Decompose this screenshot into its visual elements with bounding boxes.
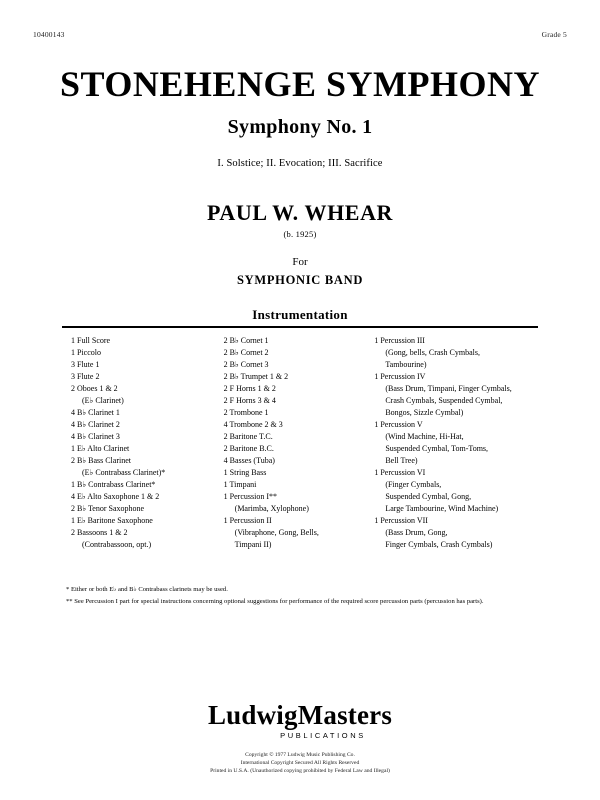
instrumentation-item: 2 B♭ Cornet 2 (223, 348, 269, 357)
instrumentation-item: 1 Percussion II (223, 516, 272, 525)
instrumentation-item: 4 Trombone 2 & 3 (223, 420, 283, 429)
copyright-line-3: Printed in U.S.A. (Unauthorized copying prohibited by Federal Law and Illegal) (210, 768, 390, 775)
composer-dates: (b. 1925) (283, 228, 317, 239)
publisher-logo (0, 700, 600, 731)
instrumentation-item: 2 F Horns 1 & 2 (223, 384, 276, 393)
instrumentation-item: (Bass Drum, Gong, (385, 528, 448, 537)
instrumentation-item: 1 Percussion VI (374, 468, 426, 477)
instrumentation-item: (Finger Cymbals, (385, 480, 442, 489)
instrumentation-item: (Marimba, Xylophone) (234, 504, 309, 513)
instrumentation-item: (Contrabassoon, opt.) (82, 540, 152, 549)
title-block (0, 66, 600, 288)
instrumentation-item: (Bass Drum, Timpani, Finger Cymbals, (385, 384, 512, 393)
instrumentation-item: Bongos, Sizzle Cymbal) (385, 408, 464, 417)
instrumentation-item: 2 B♭ Trumpet 1 & 2 (223, 372, 289, 381)
instrumentation-item: Bell Tree) (385, 456, 418, 465)
instrumentation-item: 4 B♭ Clarinet 1 (71, 408, 120, 417)
movement-list: I. Solstice; II. Evocation; III. Sacrifice (217, 157, 383, 169)
instrumentation-column-1 (62, 335, 216, 551)
instrumentation-item: Timpani II) (234, 540, 272, 549)
instrumentation-item: (Vibraphone, Gong, Bells, (234, 528, 319, 537)
publisher-name-primary: Ludwig (207, 700, 298, 730)
footnote-single-asterisk: * Either or both E♭ and B♭ Contrabass clarinets may be used. (66, 586, 228, 593)
instrumentation-item: 1 E♭ Alto Clarinet (71, 444, 130, 453)
publisher-sublabel: PUBLICATIONS (280, 731, 366, 740)
instrumentation-item: Suspended Cymbal, Gong, (385, 492, 472, 501)
instrumentation-heading: Instrumentation (252, 307, 348, 322)
page-header (33, 30, 567, 39)
instrumentation-item: 1 Timpani (223, 480, 257, 489)
instrumentation-section (62, 307, 538, 551)
instrumentation-item: 1 Percussion VII (374, 516, 428, 525)
instrumentation-item: Tambourine) (385, 360, 427, 369)
instrumentation-item: 2 B♭ Cornet 3 (223, 360, 269, 369)
instrumentation-item: 1 E♭ Baritone Saxophone (71, 516, 153, 525)
instrumentation-item: 1 Percussion V (374, 420, 423, 429)
instrumentation-item: 4 B♭ Clarinet 2 (71, 420, 120, 429)
composer-name: PAUL W. WHEAR (206, 199, 394, 225)
instrumentation-item: 2 B♭ Tenor Saxophone (71, 504, 145, 513)
instrumentation-item: 1 Full Score (71, 336, 111, 345)
instrumentation-item: 2 Baritone T.C. (223, 432, 273, 441)
instrumentation-item: 4 Basses (Tuba) (223, 456, 275, 465)
work-subtitle: Symphony No. 1 (227, 115, 373, 138)
footnote-double-asterisk: ** See Percussion I part for special instructions concerning optional suggestions for performance of the required score percussion parts (percussion has parts). (66, 598, 484, 606)
instrumentation-item: Large Tambourine, Wind Machine) (385, 504, 499, 513)
grade-level: Grade 5 (541, 30, 567, 39)
for-label: For (292, 255, 308, 268)
instrumentation-item: 1 Percussion IV (374, 372, 426, 381)
instrumentation-item: Finger Cymbals, Crash Cymbals) (385, 540, 493, 549)
instrumentation-item: 2 Bassoons 1 & 2 (71, 528, 128, 537)
copyright-line-2: International Copyright Secured All Rights Reserved (240, 760, 360, 767)
instrumentation-column-2 (216, 335, 369, 551)
copyright-notice (0, 751, 600, 775)
instrumentation-item: 1 Percussion III (374, 336, 425, 345)
instrumentation-item: (E♭ Clarinet) (82, 396, 124, 405)
page-title: STONEHENGE SYMPHONY (60, 64, 540, 104)
instrumentation-item: (E♭ Contrabass Clarinet)* (82, 468, 166, 477)
instrumentation-item: 1 Piccolo (71, 348, 101, 357)
footnotes (66, 586, 536, 611)
ensemble-name: SYMPHONIC BAND (236, 272, 364, 287)
instrumentation-item: Crash Cymbals, Suspended Cymbal, (385, 396, 503, 405)
instrumentation-item: (Gong, bells, Crash Cymbals, (385, 348, 480, 357)
instrumentation-item: 2 B♭ Cornet 1 (223, 336, 269, 345)
instrumentation-item: 2 Trombone 1 (223, 408, 269, 417)
publisher-name-secondary: Masters (297, 700, 393, 730)
instrumentation-item: (Wind Machine, Hi-Hat, (385, 432, 464, 441)
instrumentation-item: 2 Baritone B.C. (223, 444, 274, 453)
catalog-number: 10400143 (33, 30, 65, 39)
instrumentation-item: 1 B♭ Contrabass Clarinet* (71, 480, 156, 489)
instrumentation-divider (62, 326, 538, 328)
instrumentation-item: 4 B♭ Clarinet 3 (71, 432, 120, 441)
instrumentation-item: Suspended Cymbal, Tom-Toms, (385, 444, 489, 453)
instrumentation-item: 2 Oboes 1 & 2 (71, 384, 118, 393)
instrumentation-item: 3 Flute 1 (71, 360, 100, 369)
copyright-line-1: Copyright © 1977 Ludwig Music Publishing Co. (245, 752, 355, 758)
instrumentation-item: 3 Flute 2 (71, 372, 100, 381)
instrumentation-columns (62, 335, 538, 551)
instrumentation-item: 2 B♭ Bass Clarinet (71, 456, 131, 465)
instrumentation-item: 1 Percussion I** (223, 492, 277, 501)
publisher-block (0, 700, 600, 775)
instrumentation-column-3 (368, 335, 538, 551)
instrumentation-item: 2 F Horns 3 & 4 (223, 396, 276, 405)
instrumentation-item: 4 E♭ Alto Saxophone 1 & 2 (71, 492, 160, 501)
instrumentation-item: 1 String Bass (223, 468, 267, 477)
